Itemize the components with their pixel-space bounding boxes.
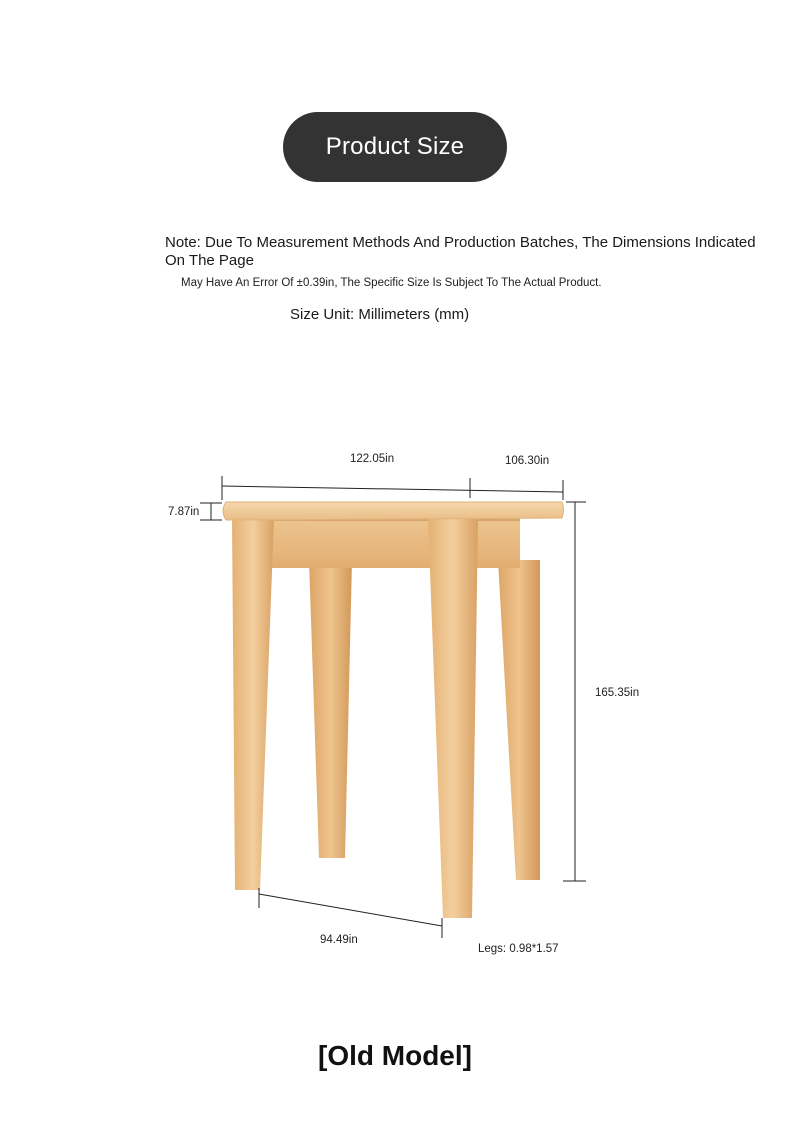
old-model-title: [Old Model] [318,1040,472,1071]
seat-top [223,502,564,520]
dimension-legs: Legs: 0.98*1.57 [478,943,559,955]
front-right-leg [428,518,478,918]
note-text-secondary: May Have An Error Of ±0.39in, The Specific Size Is Subject To The Actual Product. [181,277,602,289]
product-size-title: Product Size [325,133,465,160]
apron-front [262,518,520,568]
size-unit-label: Size Unit: Millimeters (mm) [290,306,470,323]
note-text-primary: Note: Due To Measurement Methods And Production Batches, The Dimensions Indicated On The Page [165,234,756,269]
dimension-width: 122.05in [350,453,395,465]
dimension-leg-span: 94.49in [320,934,358,946]
back-right-leg [498,560,540,880]
back-left-leg [309,560,352,858]
dimension-depth: 106.30in [505,455,550,467]
dimension-height: 165.35in [595,687,640,699]
dimension-seat-thickness: 7.87in [168,506,200,518]
front-left-leg [232,518,274,890]
